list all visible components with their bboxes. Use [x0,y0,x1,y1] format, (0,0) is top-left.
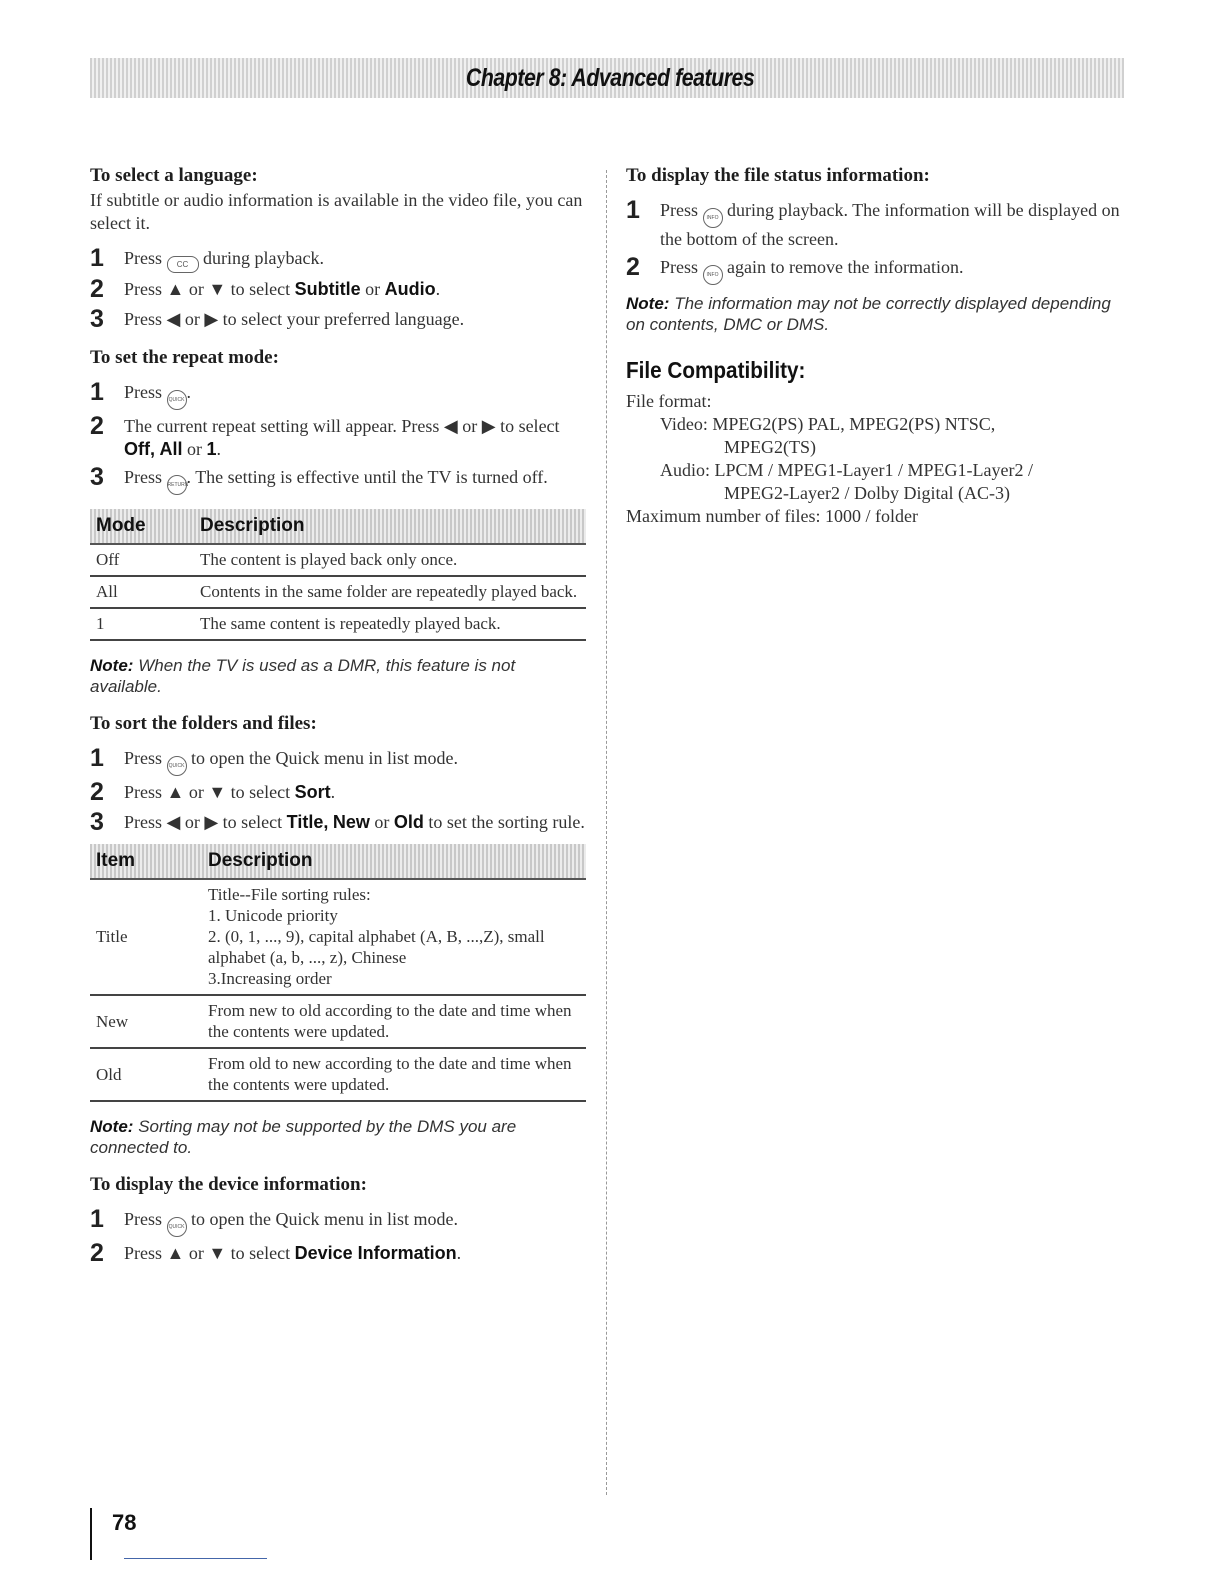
list-item: 3 Press ◀ or ▶ to select your preferred language. [90,305,465,333]
footer-rule [124,1558,267,1559]
right-column [626,165,1126,528]
page-number-bar [90,1508,92,1560]
left-column [90,165,586,1270]
table-row: New From new to old according to the date and time when the contents were updated. [90,995,586,1048]
cc-button-icon: CC [167,256,199,273]
video-formats: Video: MPEG2(PS) PAL, MPEG2(PS) NTSC, [660,414,996,434]
audio-formats-cont: MPEG2-Layer2 / Dolby Digital (AC-3) [724,483,1010,503]
sort-heading: To sort the folders and files: [90,713,317,734]
table-row: Off The content is played back only once. [90,544,586,576]
list-item: 1 Press QUICK to open the Quick menu in list mode. [90,745,586,776]
info-button-icon: INFO [703,265,723,285]
page-number: 78 [112,1510,137,1535]
language-steps [90,245,586,333]
column-divider [606,170,607,1495]
list-item: 2 The current repeat setting will appear. Press ◀ or ▶ to select Off, All or 1. [90,412,560,459]
language-heading: To select a language: [90,165,258,186]
list-item: 1 Press QUICK . [90,379,586,410]
chapter-title: Chapter 8: Advanced features [465,64,754,92]
list-item: 1 Press INFO during playback. The information will be displayed on the bottom of the screen. [626,196,1120,249]
audio-formats: Audio: LPCM / MPEG1-Layer1 / MPEG1-Layer2 / [660,460,1033,480]
language-intro: If subtitle or audio information is available in the video file, you can select it. [90,190,583,233]
list-item: 2 Press INFO again to remove the information. [626,254,1126,285]
repeat-mode-table [90,509,586,641]
sort-note: Note: Sorting may not be supported by the DMS you are connected to. [90,1117,517,1157]
info-button-icon: INFO [703,208,723,228]
list-item: 2 Press ▲ or ▼ to select Device Information. [90,1239,462,1267]
list-item: 1 Press CC during playback. [90,244,324,272]
list-item: 2 Press ▲ or ▼ to select Subtitle or Audio. [90,275,441,303]
device-heading: To display the device information: [90,1174,367,1195]
table-row: Title Title--File sorting rules: 1. Unicode priority 2. (0, 1, ..., 9), capital alphabet (A, B, ...,Z), small alphabet (a, b, ..., z), Chinese 3.Increasing order [90,879,586,995]
max-files: Maximum number of files: 1000 / folder [626,506,918,526]
quick-button-icon: QUICK [167,390,187,410]
quick-button-icon: QUICK [167,756,187,776]
return-button-icon: RETURN [167,475,187,495]
status-heading: To display the file status information: [626,165,930,186]
sort-item-table [90,844,586,1102]
table-header: Item [90,844,202,879]
status-steps [626,197,1126,285]
list-item: 3 Press ◀ or ▶ to select Title, New or Old to set the sorting rule. [90,808,585,836]
table-header: Description [194,509,586,544]
table-row: Old From old to new according to the date and time when the contents were updated. [90,1048,586,1101]
device-steps [90,1206,586,1267]
file-format-label: File format: [626,391,712,411]
table-header: Description [202,844,586,879]
repeat-heading: To set the repeat mode: [90,347,279,368]
quick-button-icon: QUICK [167,1217,187,1237]
list-item: 3 Press RETURN. The setting is effective until the TV is turned off. [90,464,586,495]
table-row: 1 The same content is repeatedly played back. [90,608,586,640]
table-header: Mode [90,509,194,544]
repeat-note: Note: When the TV is used as a DMR, this feature is not available. [90,656,516,696]
file-compatibility-title: File Compatibility: [626,357,806,383]
list-item: 2 Press ▲ or ▼ to select Sort. [90,778,336,806]
list-item: 1 Press QUICK to open the Quick menu in list mode. [90,1206,586,1237]
video-formats-cont: MPEG2(TS) [724,437,817,457]
status-note: Note: The information may not be correctly displayed depending on contents, DMC or DMS. [626,294,1111,334]
chapter-banner [90,58,1124,98]
sort-steps [90,745,586,836]
repeat-steps [90,379,586,495]
table-row: All Contents in the same folder are repeatedly played back. [90,576,586,608]
